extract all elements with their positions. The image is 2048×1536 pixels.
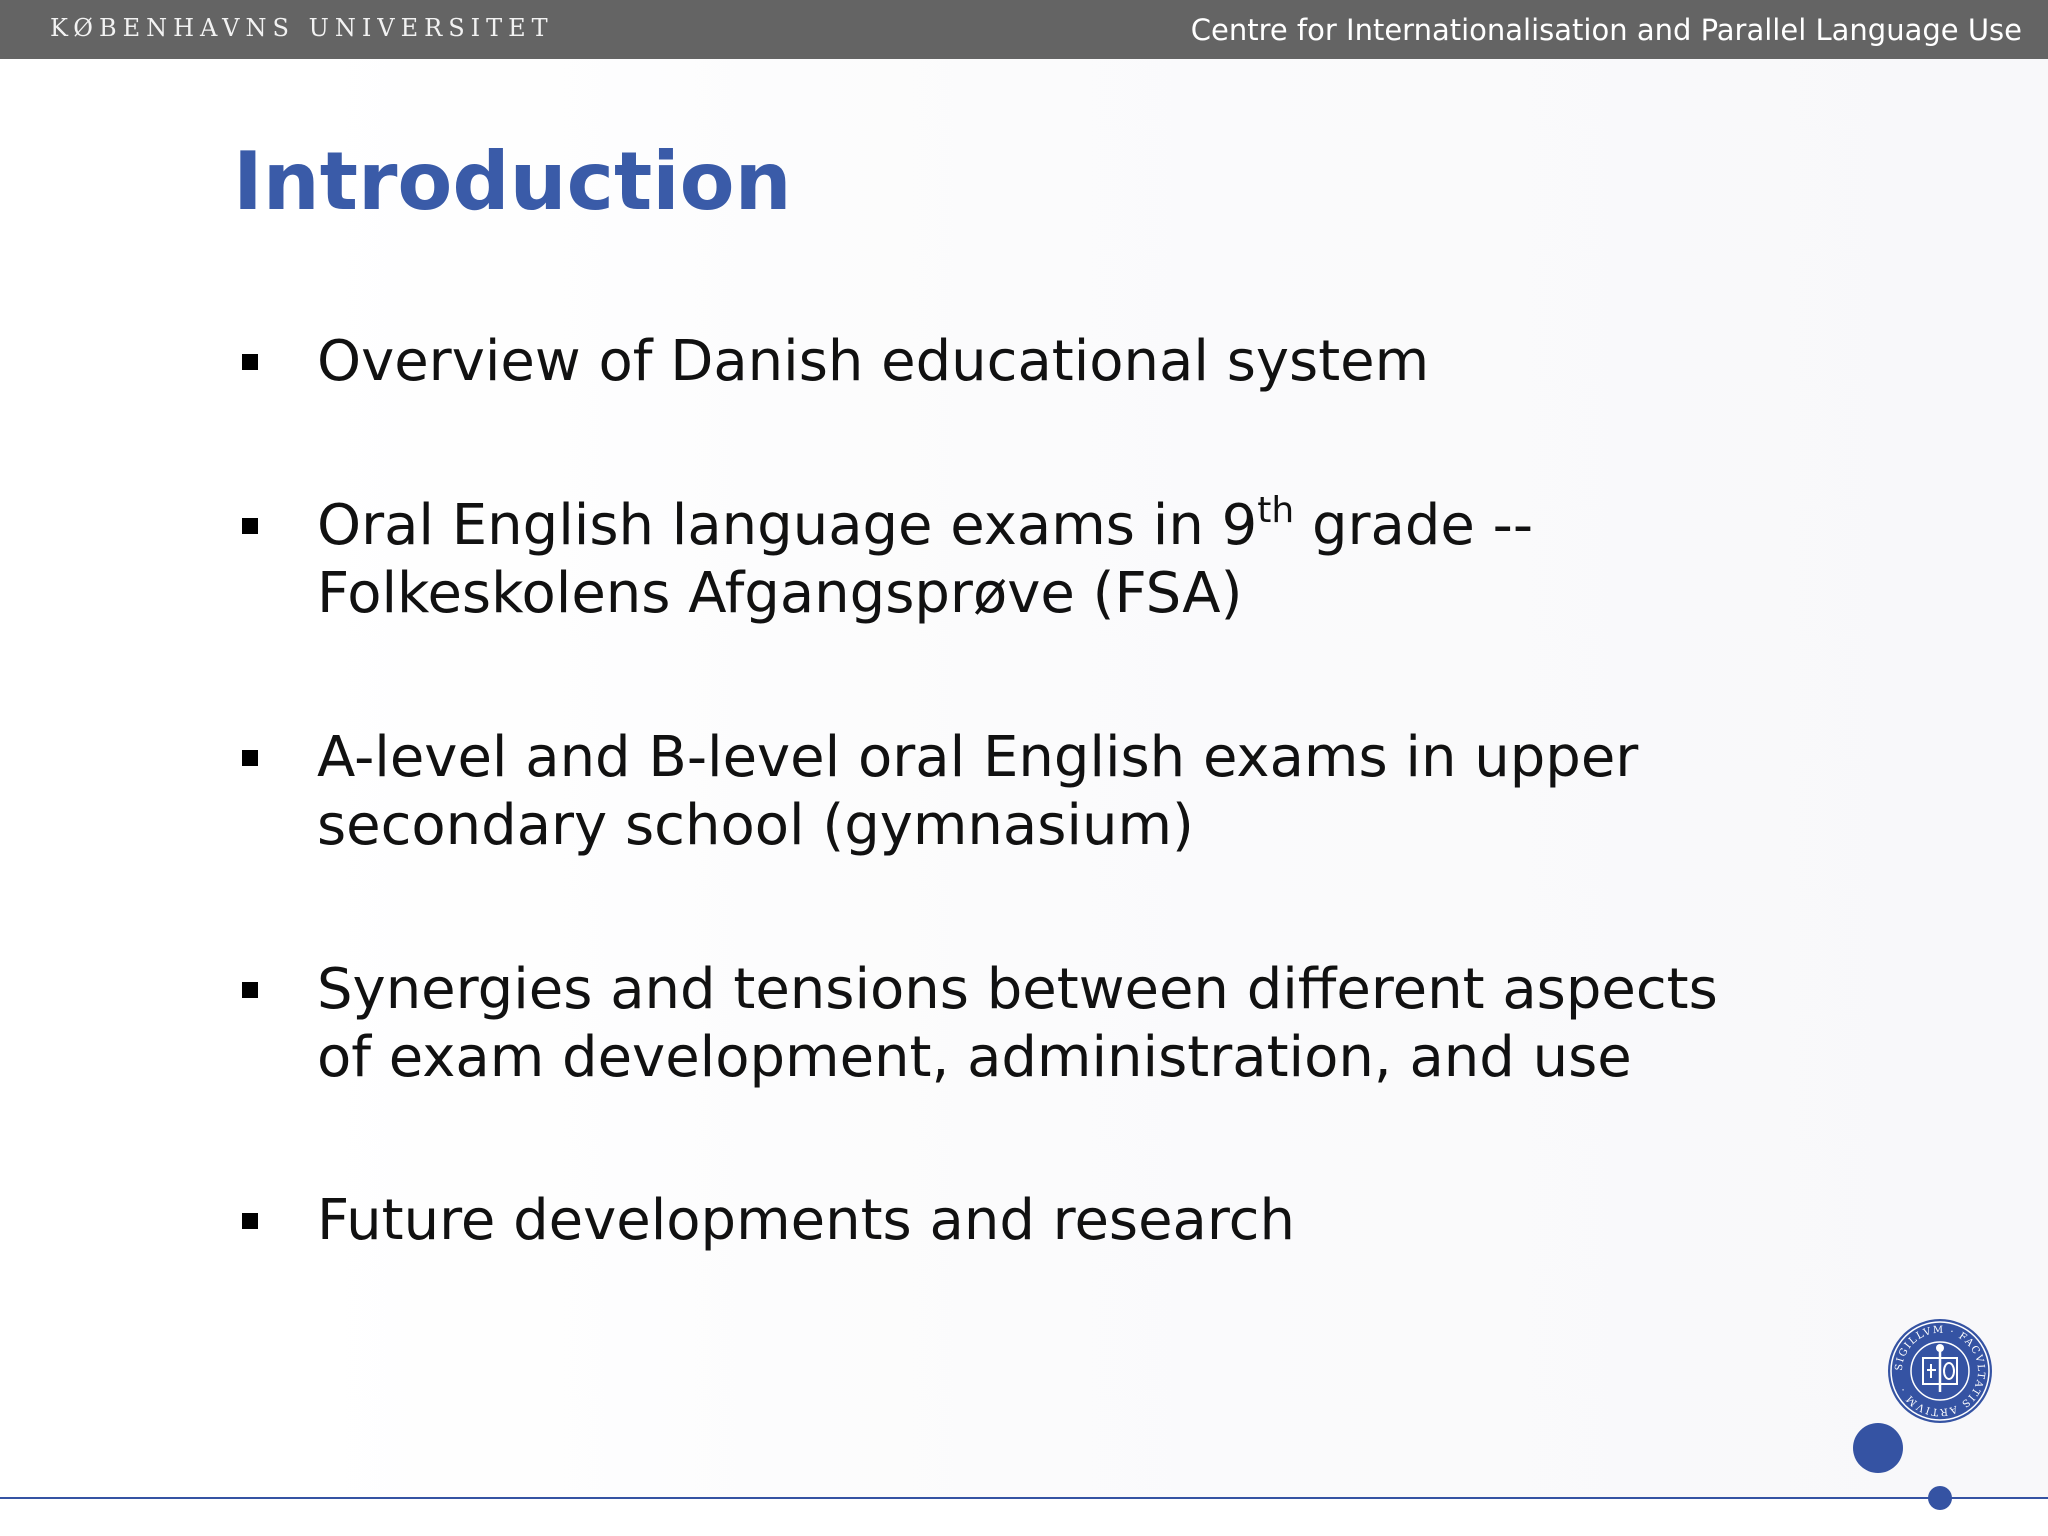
bullet-line: Overview of Danish educational system — [317, 329, 1430, 394]
bullet-line: secondary school (gymnasium) — [317, 793, 1194, 858]
bullet-line: Folkeskolens Afgangsprøve (FSA) — [317, 561, 1243, 626]
svg-text:SIGILLVM · FACVLTATIS ARTIVM ·: SIGILLVM · FACVLTATIS ARTIVM · — [1893, 1324, 1987, 1418]
decor-dot-large — [1853, 1423, 1903, 1473]
bullet-marker-icon — [242, 750, 258, 766]
decor-dot-small — [1928, 1486, 1952, 1510]
bullet-marker-icon — [242, 982, 258, 998]
bullet-line: Future developments and research — [317, 1188, 1295, 1253]
bullet-text — [317, 724, 1638, 860]
superscript: th — [1257, 490, 1295, 531]
bullet-marker-icon — [242, 518, 258, 534]
university-name: KØBENHAVNS UNIVERSITET — [50, 14, 554, 42]
bullet-text — [317, 1187, 1295, 1255]
bullet-line: A-level and B-level oral English exams in upper — [317, 725, 1639, 790]
bullet-line: Oral English language exams in 9 — [317, 493, 1258, 558]
bullet-line: Synergies and tensions between different aspects — [317, 957, 1718, 1022]
footer-line — [0, 1497, 2048, 1499]
bullet-text — [317, 328, 1429, 396]
bullet-line: of exam development, administration, and use — [317, 1025, 1632, 1090]
bullet-marker-icon — [242, 354, 258, 370]
bullet-text — [317, 492, 1533, 628]
header-bar — [0, 0, 2048, 59]
centre-name: Centre for Internationalisation and Parallel Language Use — [1190, 13, 2022, 47]
bullet-text — [317, 956, 1718, 1092]
bullet-line: grade -- — [1294, 493, 1534, 558]
bullet-marker-icon — [242, 1213, 258, 1229]
university-seal-icon — [1887, 1318, 1993, 1424]
slide-title: Introduction — [233, 135, 792, 228]
